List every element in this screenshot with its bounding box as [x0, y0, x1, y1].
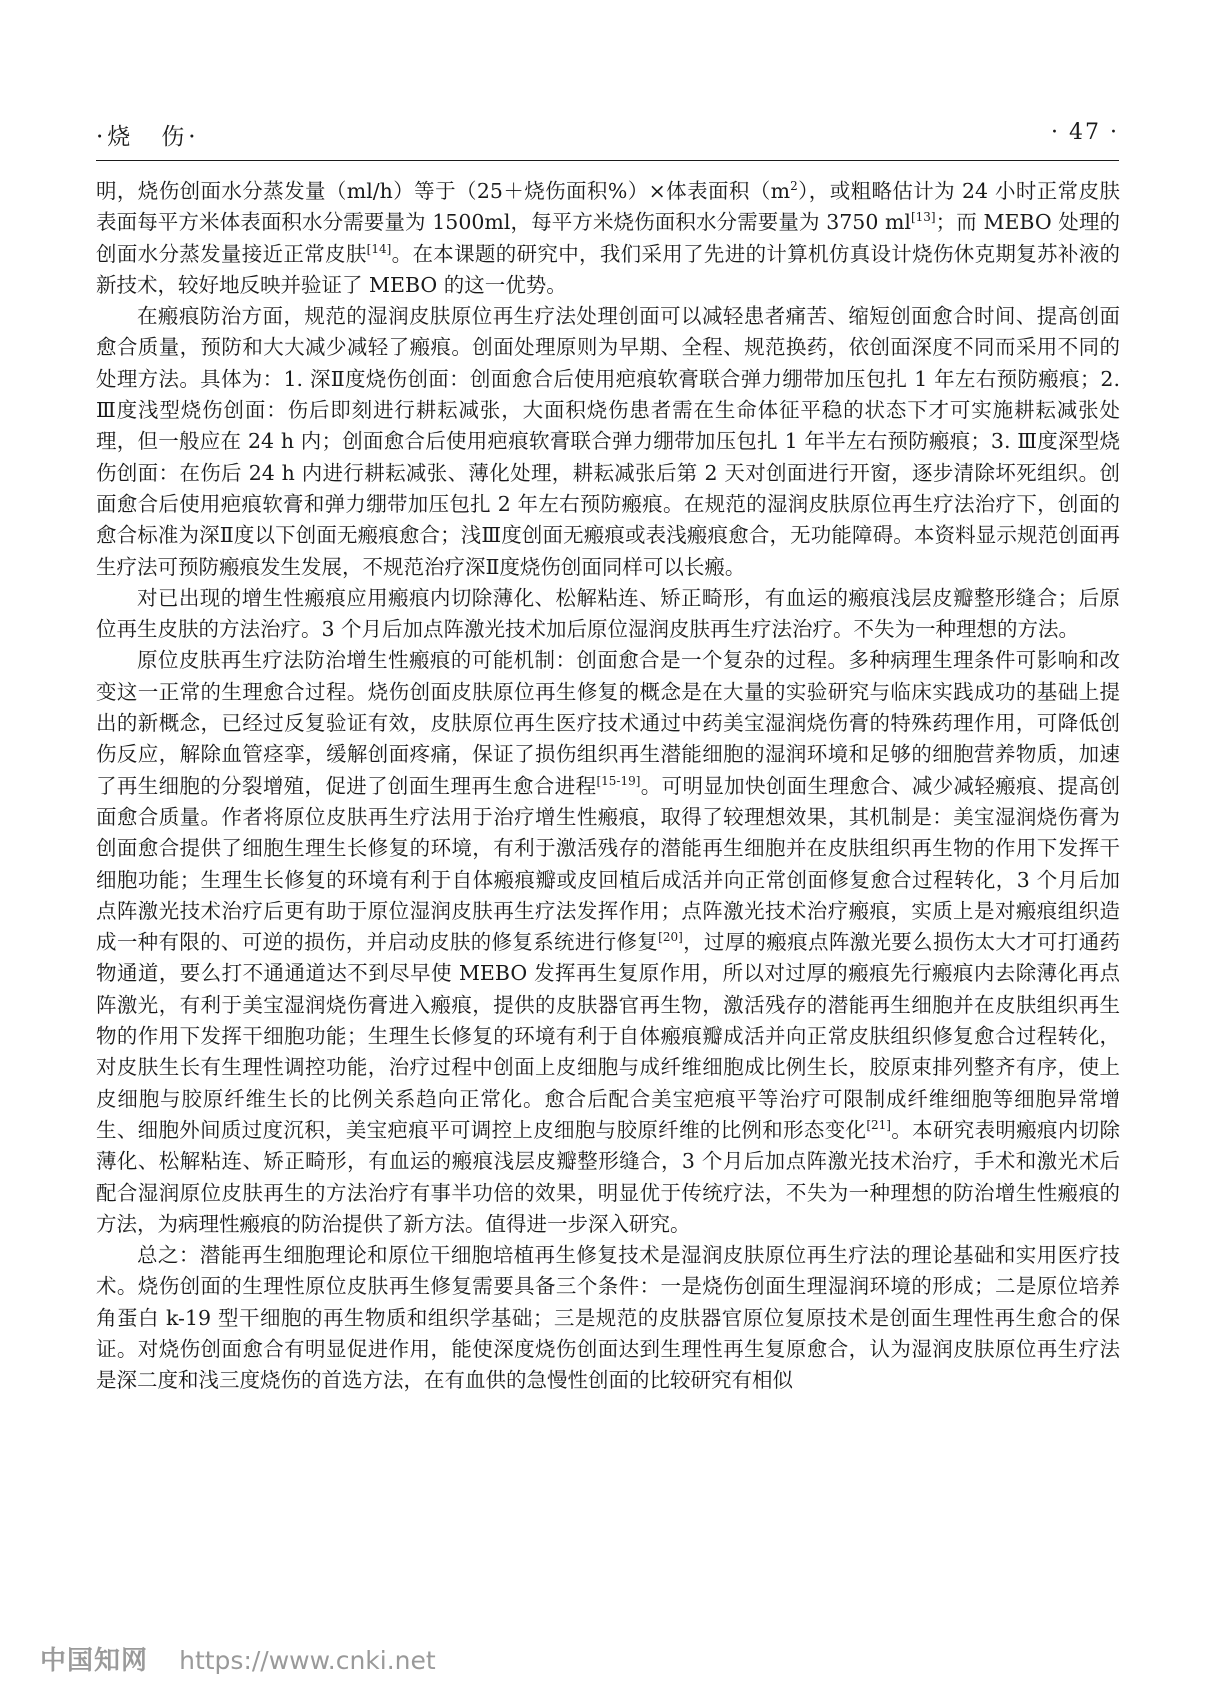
- paragraph-text: ；而 MEBO 处理的创面水分蒸发量接近正常皮肤: [96, 210, 1120, 266]
- paragraph-text: 原位皮肤再生疗法防治增生性瘢痕的可能机制：创面愈合是一个复杂的过程。多种病理生理条件可影响和改变这一正常的生理愈合过程。烧伤创面皮肤原位再生修复的概念是在大量的实验研究与临床实践成功的基础上提出的新概念，已经过反复验证有效，皮肤原位再生医疗技术通过中药美宝湿润烧伤膏的特殊药理作用，可降低创伤反应，解除血管痉挛，缓解创面疼痛，保证了损伤组织再生潜能细胞的湿润环境和足够的细胞营养物质，加速了再生细胞的分裂增殖，促进了创面生理再生愈合进程: [96, 648, 1120, 798]
- paragraph-text: 对已出现的增生性瘢痕应用瘢痕内切除薄化、松解粘连、矫正畸形，有血运的瘢痕浅层皮瓣整形缝合；后原位再生皮肤的方法治疗。3 个月后加点阵激光技术加后原位湿润皮肤再生疗法治疗。不失为一种理想的方法。: [96, 585, 1120, 642]
- paragraph-text: ），或粗略估计为 24 小时正常皮肤表面每平方米体表面积水分需要量为 1500ml，每平方米烧伤面积水分需要量为 3750 ml: [96, 179, 1120, 235]
- citation-ref: [21]: [866, 1117, 891, 1132]
- citation-ref: [13]: [910, 210, 936, 225]
- paragraph: [96, 583, 1120, 646]
- section-title: ·烧 伤·: [96, 124, 200, 150]
- running-header: [96, 118, 1119, 158]
- paragraph: [96, 176, 1120, 301]
- paragraph-text: 。本研究表明瘢痕内切除薄化、松解粘连、矫正畸形，有血运的瘢痕浅层皮瓣整形缝合，3 个月后加点阵激光技术治疗，手术和激光术后配合湿润原位皮肤再生的方法治疗有事半功倍的效果，明显优于传统疗法，不失为一种理想的防治增生性瘢痕的方法，为病理性瘢痕的防治提供了新方法。值得进一步深入研究。: [96, 1117, 1121, 1236]
- article-body: [96, 176, 1120, 1397]
- citation-ref: 2: [790, 179, 798, 193]
- paragraph-text: 。在本课题的研究中，我们采用了先进的计算机仿真设计烧伤休克期复苏补液的新技术，较好地反映并验证了 MEBO 的这一优势。: [96, 241, 1121, 297]
- citation-ref: [14]: [366, 241, 392, 256]
- cnki-logo-text: 中国知网: [40, 1646, 149, 1676]
- paragraph-text: 在瘢痕防治方面，规范的湿润皮肤原位再生疗法处理创面可以减轻患者痛苦、缩短创面愈合时间、提高创面愈合质量，预防和大大减少减轻了瘢痕。创面处理原则为早期、全程、规范换药，依创面深度不同而采用不同的处理方法。具体为：1. 深Ⅱ度烧伤创面：创面愈合后使用疤痕软膏联合弹力绷带加压包扎 1 年左右预防瘢痕；2. Ⅲ度浅型烧伤创面：伤后即刻进行耕耘减张，大面积烧伤患者需在生命体征平稳的状态下才可实施耕耘减张处理，但一般应在 24 h 内；创面愈合后使用疤痕软膏联合弹力绷带加压包扎 1 年半左右预防瘢痕；3. Ⅲ度深型烧伤创面：在伤后 24 h 内进行耕耘减张、薄化处理，耕耘减张后第 2 天对创面进行开窗，逐步清除坏死组织。创面愈合后使用疤痕软膏和弹力绷带加压包扎 2 年左右预防瘢痕。在规范的湿润皮肤原位再生疗法治疗下，创面的愈合标准为深Ⅱ度以下创面无瘢痕愈合；浅Ⅲ度创面无瘢痕或表浅瘢痕愈合，无功能障碍。本资料显示规范创面再生疗法可预防瘢痕发生发展，不规范治疗深Ⅱ度烧伤创面同样可以长瘢。: [96, 304, 1120, 579]
- paragraph-text: ，过厚的瘢痕点阵激光要么损伤太大才可打通药物通道，要么打不通通道达不到尽早使 MEBO 发挥再生复原作用，所以对过厚的瘢痕先行瘢痕内去除薄化再点阵激光，有利于美宝湿润烧伤膏进入瘢痕，提供的皮肤器官再生物，激活残存的潜能再生细胞并在皮肤组织再生物的作用下发挥干细胞功能；生理生长修复的环境有利于自体瘢痕瓣成活并向正常皮肤组织修复愈合过程转化，对皮肤生长有生理性调控功能，治疗过程中创面上皮细胞与成纤维细胞成比例生长，胶原束排列整齐有序，使上皮细胞与胶原纤维生长的比例关系趋向正常化。愈合后配合美宝疤痕平等治疗可限制成纤维细胞等细胞异常增生、细胞外间质过度沉积，美宝疤痕平可调控上皮细胞与胶原纤维的比例和形态变化: [96, 930, 1120, 1142]
- paragraph: [96, 645, 1120, 1240]
- paragraph-text: 。可明显加快创面生理愈合、减少减轻瘢痕、提高创面愈合质量。作者将原位皮肤再生疗法用于治疗增生性瘢痕，取得了较理想效果，其机制是：美宝湿润烧伤膏为创面愈合提供了细胞生理生长修复的环境，有利于激活残存的潜能再生细胞并在皮肤组织再生物的作用下发挥干细胞功能；生理生长修复的环境有利于自体瘢痕瓣或皮回植后成活并向正常创面修复愈合过程转化，3 个月后加点阵激光技术治疗后更有助于原位湿润皮肤再生疗法发挥作用；点阵激光技术治疗瘢痕，实质上是对瘢痕组织造成一种有限的、可逆的损伤，并启动皮肤的修复系统进行修复: [96, 773, 1121, 955]
- watermark-footer: [40, 1640, 436, 1676]
- citation-ref: [20]: [658, 930, 683, 945]
- paragraph-text: 总之：潜能再生细胞理论和原位干细胞培植再生修复技术是湿润皮肤原位再生疗法的理论基础和实用医疗技术。烧伤创面的生理性原位皮肤再生修复需要具备三个条件：一是烧伤创面生理湿润环境的形成；二是原位培养角蛋白 k-19 型干细胞的再生物质和组织学基础；三是规范的皮肤器官原位复原技术是创面生理性再生愈合的保证。对烧伤创面愈合有明显促进作用，能使深度烧伤创面达到生理性再生复原愈合，认为湿润皮肤原位再生疗法是深二度和浅三度烧伤的首选方法，在有血供的急慢性创面的比较研究有相似: [96, 1243, 1120, 1393]
- paragraph: [96, 1240, 1120, 1396]
- citation-ref: [15-19]: [596, 773, 641, 788]
- header-rule: [96, 160, 1119, 161]
- paragraph: [96, 301, 1120, 583]
- page-number: · 47 ·: [1051, 120, 1119, 145]
- paragraph-text: 明，烧伤创面水分蒸发量（ml/h）等于（25＋烧伤面积%）×体表面积（m: [96, 179, 791, 203]
- cnki-url[interactable]: https://www.cnki.net: [179, 1646, 436, 1675]
